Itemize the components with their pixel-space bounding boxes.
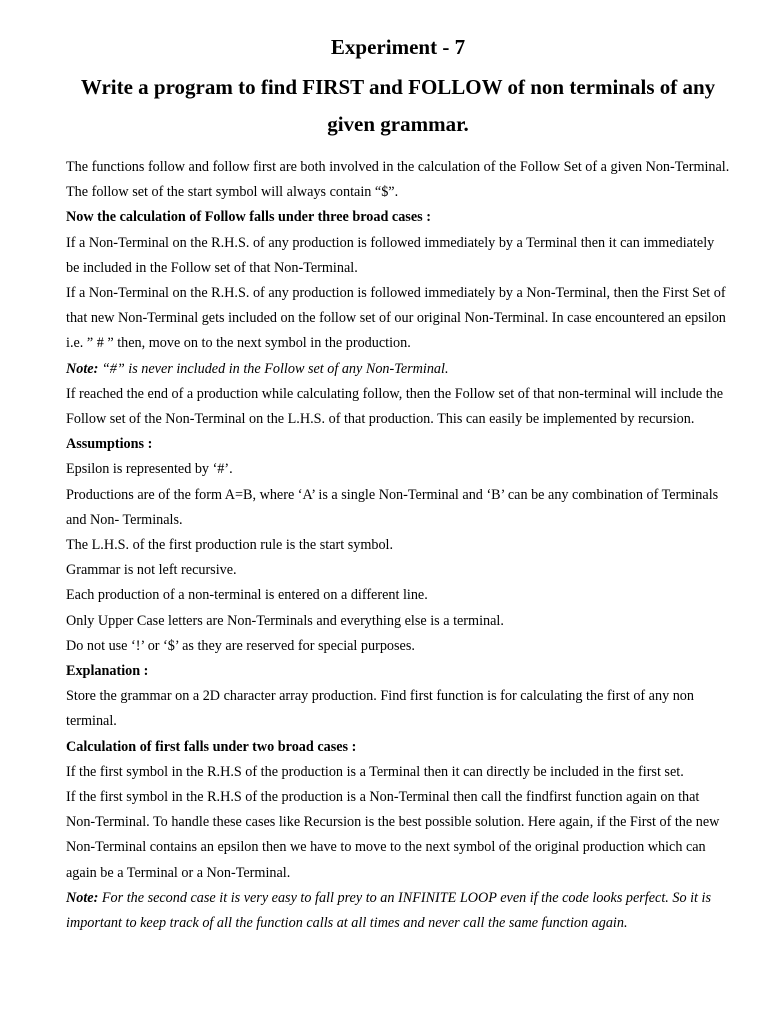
assumption-2: Productions are of the form A=B, where ‘A’ is a single Non-Terminal and ‘B’ can be any combination of Terminals and Non- Terminals. <box>66 486 719 528</box>
note-label: Note: <box>66 360 99 377</box>
assumption-4: Grammar is not left recursive. <box>66 562 237 579</box>
note-follow <box>66 357 730 382</box>
intro-paragraph: The functions follow and follow first are both involved in the calculation of the Follow Set of a given Non-Terminal. The follow set of the start symbol will always contain “$”. <box>66 159 730 201</box>
aim-heading: Write a program to find FIRST and FOLLOW of non terminals of any given grammar. <box>80 75 716 136</box>
document-page <box>66 32 730 936</box>
assumption-6: Only Upper Case letters are Non-Terminals and everything else is a terminal. <box>66 612 504 629</box>
assumptions-heading: Assumptions : <box>66 436 153 453</box>
assumption-7: Do not use ‘!’ or ‘$’ as they are reserved for special purposes. <box>66 637 415 654</box>
assumption-3: The L.H.S. of the first production rule is the start symbol. <box>66 537 394 554</box>
follow-case-2: If a Non-Terminal on the R.H.S. of any production is followed immediately by a Non-Terminal, then the First Set of that new Non-Terminal gets included on the follow set of our original Non-Terminal. In case encountered an epsilon i.e. ” # ” then, move on to the next symbol in the production. <box>66 285 726 352</box>
note-first <box>66 886 730 936</box>
explanation-paragraph: Store the grammar on a 2D character array production. Find first function is for calculating the first of any non terminal. <box>66 688 694 730</box>
explanation-heading: Explanation : <box>66 663 149 680</box>
follow-case-3: If reached the end of a production while calculating follow, then the Follow set of that non-terminal will include the Follow set of the Non-Terminal on the L.H.S. of that production. This can easily be implemented by recursion. <box>66 385 724 428</box>
follow-case-1: If a Non-Terminal on the R.H.S. of any production is followed immediately by a Terminal then it can immediately be included in the Follow set of that Non-Terminal. <box>66 234 715 276</box>
first-case-1: If the first symbol in the R.H.S of the production is a Terminal then it can directly be included in the first set. <box>66 763 684 780</box>
assumption-5: Each production of a non-terminal is entered on a different line. <box>66 587 428 604</box>
assumption-1: Epsilon is represented by ‘#’. <box>66 461 233 478</box>
note-text: For the second case it is very easy to fall prey to an INFINITE LOOP even if the code looks perfect. So it is important to keep track of all the function calls at all times and never call the same function again. <box>66 889 711 932</box>
experiment-title: Experiment - 7 <box>330 35 466 59</box>
follow-cases-heading: Now the calculation of Follow falls under three broad cases : <box>66 209 431 226</box>
first-cases-heading: Calculation of first falls under two broad cases : <box>66 738 357 755</box>
note-text: “#” is never included in the Follow set of any Non-Terminal. <box>98 360 449 377</box>
first-case-2: If the first symbol in the R.H.S of the production is a Non-Terminal then call the findfirst function again on that Non-Terminal. To handle these cases like Recursion is the best possible solution. Here again, if the First of the new Non-Terminal contains an epsilon then we have to move to the next symbol of the original production which can again be a Terminal or a Non-Terminal. <box>66 789 720 881</box>
note-label: Note: <box>66 889 99 906</box>
